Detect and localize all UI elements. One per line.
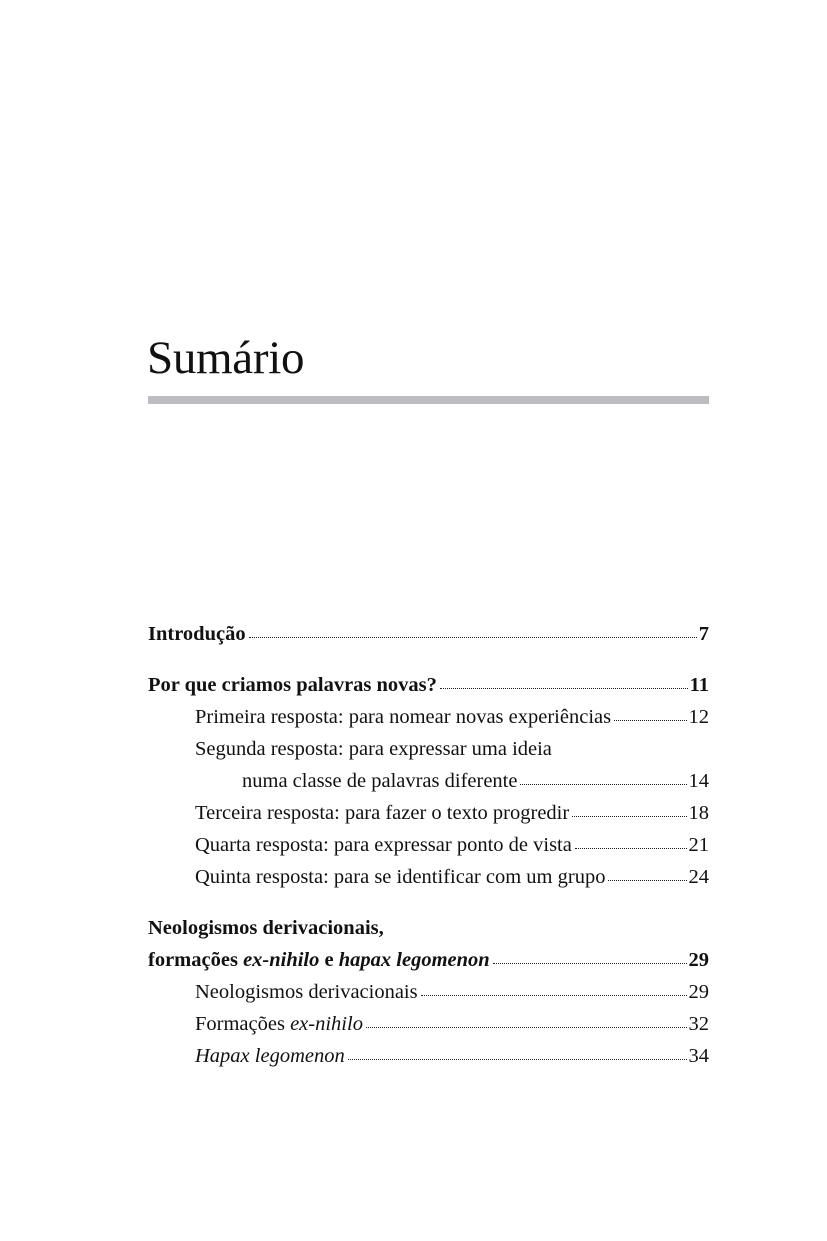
- toc-entry-label: Por que criamos palavras novas?: [148, 674, 437, 696]
- toc-entry-label: Introdução: [148, 623, 246, 645]
- toc-entry-page: 32: [688, 1013, 709, 1035]
- toc-entry-chapter-2-line2[interactable]: [148, 944, 709, 976]
- toc-entry-label: Neologismos derivacionais,: [148, 917, 384, 939]
- label-text: Formações: [195, 1013, 291, 1035]
- toc-entry-page: 24: [688, 866, 709, 888]
- toc-entry-introducao[interactable]: [148, 618, 709, 650]
- toc-subentry[interactable]: [148, 976, 709, 1008]
- toc-subentry[interactable]: [148, 797, 709, 829]
- dot-leader: [366, 1010, 687, 1031]
- label-italic: ex-nihilo: [290, 1013, 363, 1035]
- dot-leader: [421, 978, 687, 999]
- dot-leader: [614, 703, 686, 724]
- dot-leader: [348, 1042, 687, 1063]
- label-italic: ex-nihilo: [243, 949, 320, 971]
- toc-entry-label: [195, 1008, 363, 1040]
- toc-subentry[interactable]: [148, 701, 709, 733]
- toc-entry-label: Segunda resposta: para expressar uma ideia: [195, 738, 552, 760]
- toc-entry-label: Terceira resposta: para fazer o texto progredir: [195, 802, 570, 824]
- table-of-contents: [148, 618, 709, 1072]
- toc-entry-label: Neologismos derivacionais: [195, 981, 418, 1003]
- toc-subentry-line1[interactable]: [148, 733, 709, 765]
- dot-leader: [493, 946, 687, 967]
- toc-entry-label: Quinta resposta: para se identificar com um grupo: [195, 866, 606, 888]
- toc-entry-chapter-1[interactable]: [148, 669, 709, 701]
- toc-entry-label: Primeira resposta: para nomear novas experiências: [195, 706, 612, 728]
- toc-entry-label: Hapax legomenon: [195, 1045, 345, 1067]
- dot-leader: [440, 671, 688, 692]
- toc-entry-page: 18: [688, 802, 709, 824]
- dot-leader: [249, 620, 697, 641]
- label-italic: hapax legomenon: [338, 949, 490, 971]
- label-text: e: [319, 949, 339, 971]
- dot-leader: [608, 863, 686, 884]
- toc-subentry[interactable]: [148, 829, 709, 861]
- toc-entry-page: 14: [688, 770, 709, 792]
- label-text: formações: [148, 949, 244, 971]
- toc-entry-label: [148, 944, 490, 976]
- toc-entry-label: numa classe de palavras diferente: [242, 770, 518, 792]
- page-title: Sumário: [147, 332, 305, 384]
- toc-entry-page: 29: [688, 949, 709, 971]
- toc-subentry[interactable]: [148, 1008, 709, 1040]
- toc-entry-page: 11: [689, 674, 709, 696]
- toc-subentry-line2[interactable]: [148, 765, 709, 797]
- dot-leader: [520, 767, 686, 788]
- toc-entry-page: 29: [688, 981, 709, 1003]
- dot-leader: [575, 831, 687, 852]
- toc-entry-page: 7: [698, 623, 709, 645]
- toc-entry-page: 12: [688, 706, 709, 728]
- toc-subentry[interactable]: [148, 861, 709, 893]
- toc-entry-page: 34: [688, 1045, 709, 1067]
- toc-entry-chapter-2-line1[interactable]: [148, 912, 709, 944]
- title-rule: [148, 396, 709, 404]
- toc-subentry[interactable]: [148, 1040, 709, 1072]
- dot-leader: [572, 799, 686, 820]
- toc-entry-label: Quarta resposta: para expressar ponto de vista: [195, 834, 572, 856]
- toc-entry-page: 21: [688, 834, 709, 856]
